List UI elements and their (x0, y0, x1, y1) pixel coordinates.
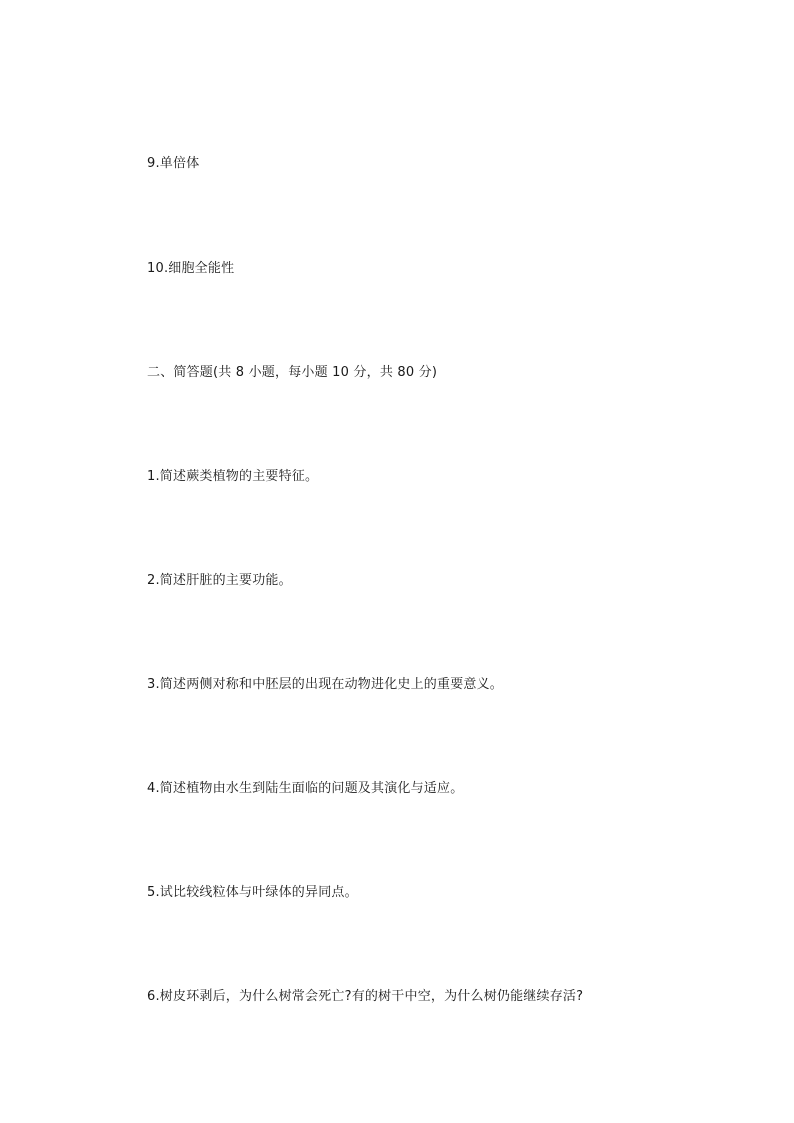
question-item-2: 2.简述肝脏的主要功能。 (147, 573, 292, 588)
question-item-4: 4.简述植物由水生到陆生面临的问题及其演化与适应。 (147, 781, 464, 796)
question-item-5: 5.试比较线粒体与叶绿体的异同点。 (147, 885, 358, 900)
term-item-9: 9.单倍体 (147, 156, 200, 171)
question-item-6: 6.树皮环剥后，为什么树常会死亡?有的树干中空，为什么树仍能继续存活? (147, 989, 584, 1004)
question-item-3: 3.简述两侧对称和中胚层的出现在动物进化史上的重要意义。 (147, 677, 504, 692)
term-item-10: 10.细胞全能性 (147, 261, 235, 276)
question-item-1: 1.简述蕨类植物的主要特征。 (147, 469, 319, 484)
section-heading-short-answer: 二、简答题(共 8 小题，每小题 10 分，共 80 分) (147, 365, 438, 380)
